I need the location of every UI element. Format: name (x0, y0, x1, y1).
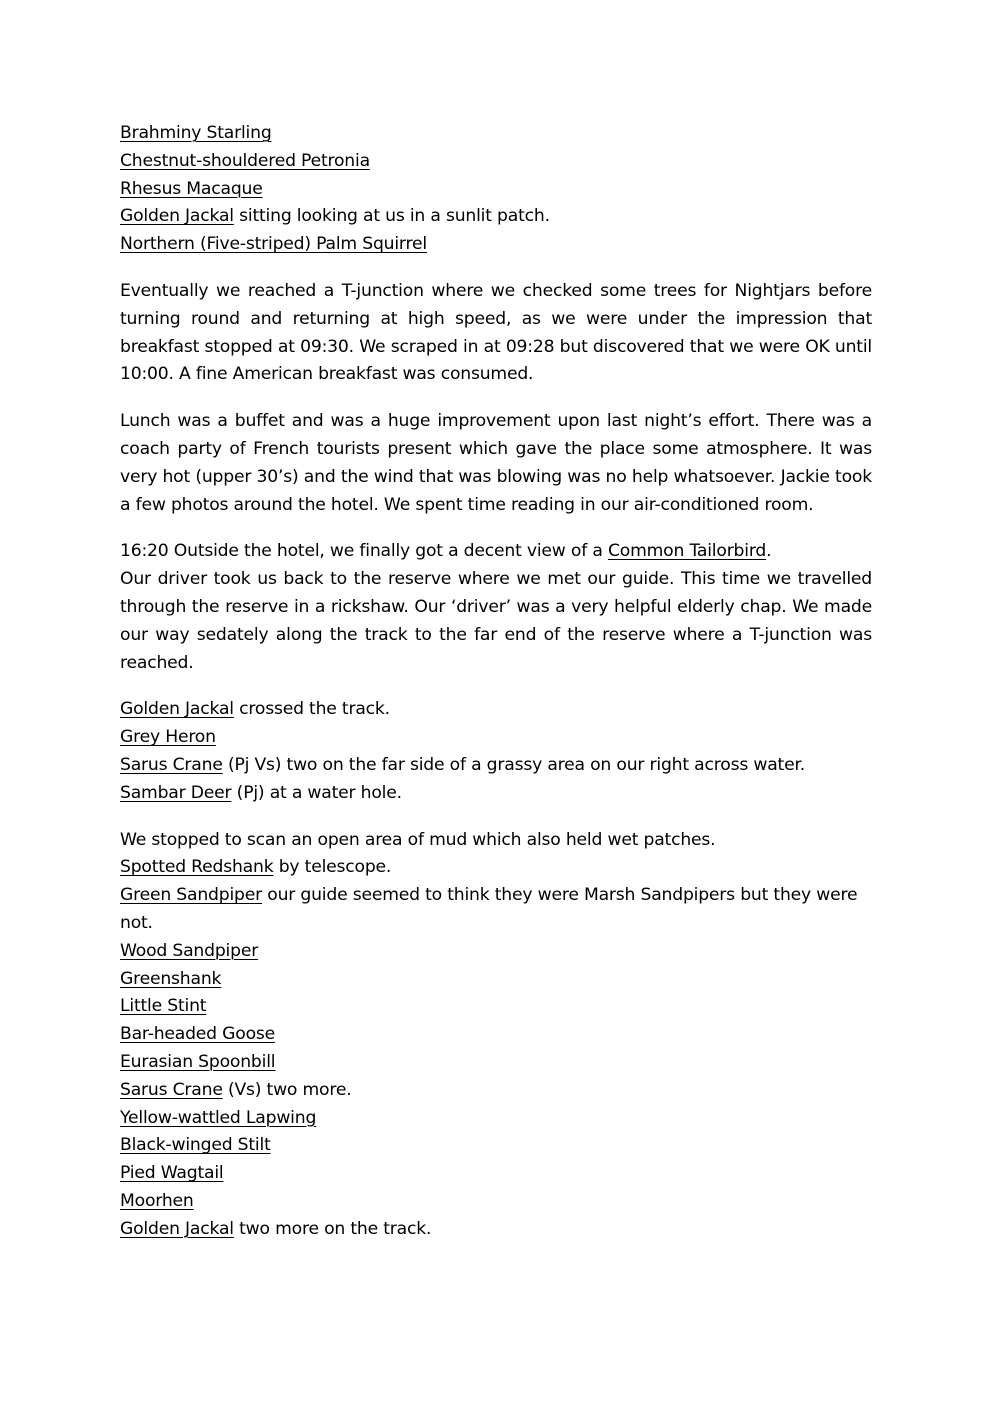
list-item (120, 966, 872, 994)
species-name: Brahminy Starling (120, 123, 272, 143)
paragraph-rickshaw: Our driver took us back to the reserve where we met our guide. This time we travelled through the reserve in a rickshaw. Our ‘driver’ was a very helpful elderly chap. We made our way sedately along the track to the far end of the reserve where a T-junction was reached. (120, 569, 872, 673)
species-note: crossed the track. (233, 699, 390, 720)
list-item (120, 176, 872, 204)
species-name: Sambar Deer (120, 782, 232, 803)
list-item (120, 696, 872, 724)
species-name: Eurasian Spoonbill (120, 1051, 276, 1072)
list-item (120, 1160, 872, 1188)
species-name: Pied Wagtail (120, 1163, 224, 1184)
species-list-1 (120, 120, 872, 259)
tailorbird-line: 16:20 Outside the hotel, we finally got a decent view of a Common Tailorbird. (120, 541, 772, 562)
species-name: Little Stint (120, 996, 207, 1017)
list-item (120, 882, 872, 938)
species-name: Chestnut-shouldered Petronia (120, 150, 370, 171)
paragraph-breakfast: Eventually we reached a T-junction where we checked some trees for Nightjars before turning round and returning at high speed, as we were under the impression that breakfast stopped at 09:30. We scraped in at 09:28 but discovered that we were OK until 10:00. A fine American breakfast was consumed. (120, 280, 872, 385)
list-item (120, 938, 872, 966)
list-item (120, 1105, 872, 1133)
list-item (120, 1077, 872, 1105)
species-name: Black-winged Stilt (120, 1135, 271, 1156)
species-list-3 (120, 827, 872, 1244)
species-name: Greenshank (120, 968, 222, 989)
list-item (120, 752, 872, 780)
species-note: by telescope. (273, 857, 392, 878)
list-item (120, 780, 872, 808)
list-item (120, 231, 872, 259)
species-name: Rhesus Macaque (120, 178, 263, 199)
document-page (120, 120, 872, 1243)
species-note: (Vs) two more. (222, 1079, 352, 1100)
species-name: Green Sandpiper (120, 885, 262, 906)
list-item (120, 993, 872, 1021)
species-note: our guide seemed to think they were Marsh Sandpipers but they were not. (120, 885, 858, 933)
paragraph-lunch: Lunch was a buffet and was a huge improvement upon last night’s effort. There was a coach party of French tourists present which gave the place some atmosphere. It was very hot (upper 30’s) and the wind that was blowing was no help whatsoever. Jackie took a few photos around the hotel. We spent time reading in our air-conditioned room. (120, 411, 872, 515)
list-item (120, 148, 872, 176)
species-list-2 (120, 696, 872, 807)
list-item (120, 1049, 872, 1077)
species-note: (Pj) at a water hole. (231, 782, 402, 803)
list-item (120, 1216, 872, 1244)
list-item (120, 1132, 872, 1160)
species-note: two more on the track. (233, 1218, 432, 1239)
species-note: sitting looking at us in a sunlit patch. (233, 206, 550, 227)
species-name: Golden Jackal (120, 206, 234, 227)
list-item (120, 724, 872, 752)
intro-line: We stopped to scan an open area of mud which also held wet patches. (120, 829, 716, 850)
species-name: Wood Sandpiper (120, 940, 259, 961)
species-name: Grey Heron (120, 727, 216, 748)
species-name: Common Tailorbird (607, 541, 767, 562)
list-item (120, 854, 872, 882)
species-name: Sarus Crane (120, 1079, 223, 1100)
paragraph-afternoon (120, 538, 872, 677)
species-name: Yellow-wattled Lapwing (120, 1107, 317, 1128)
species-name: Bar-headed Goose (120, 1024, 276, 1045)
species-note: (Pj Vs) two on the far side of a grassy area on our right across water. (222, 754, 805, 775)
species-name: Spotted Redshank (120, 857, 274, 878)
species-name: Golden Jackal (120, 699, 234, 720)
list-item (120, 203, 872, 231)
list-item (120, 1188, 872, 1216)
list-item (120, 1021, 872, 1049)
species-name: Sarus Crane (120, 754, 223, 775)
list-item (120, 120, 872, 148)
species-name: Northern (Five-striped) Palm Squirrel (120, 234, 427, 255)
species-name: Golden Jackal (120, 1218, 234, 1239)
species-name: Moorhen (120, 1190, 194, 1211)
